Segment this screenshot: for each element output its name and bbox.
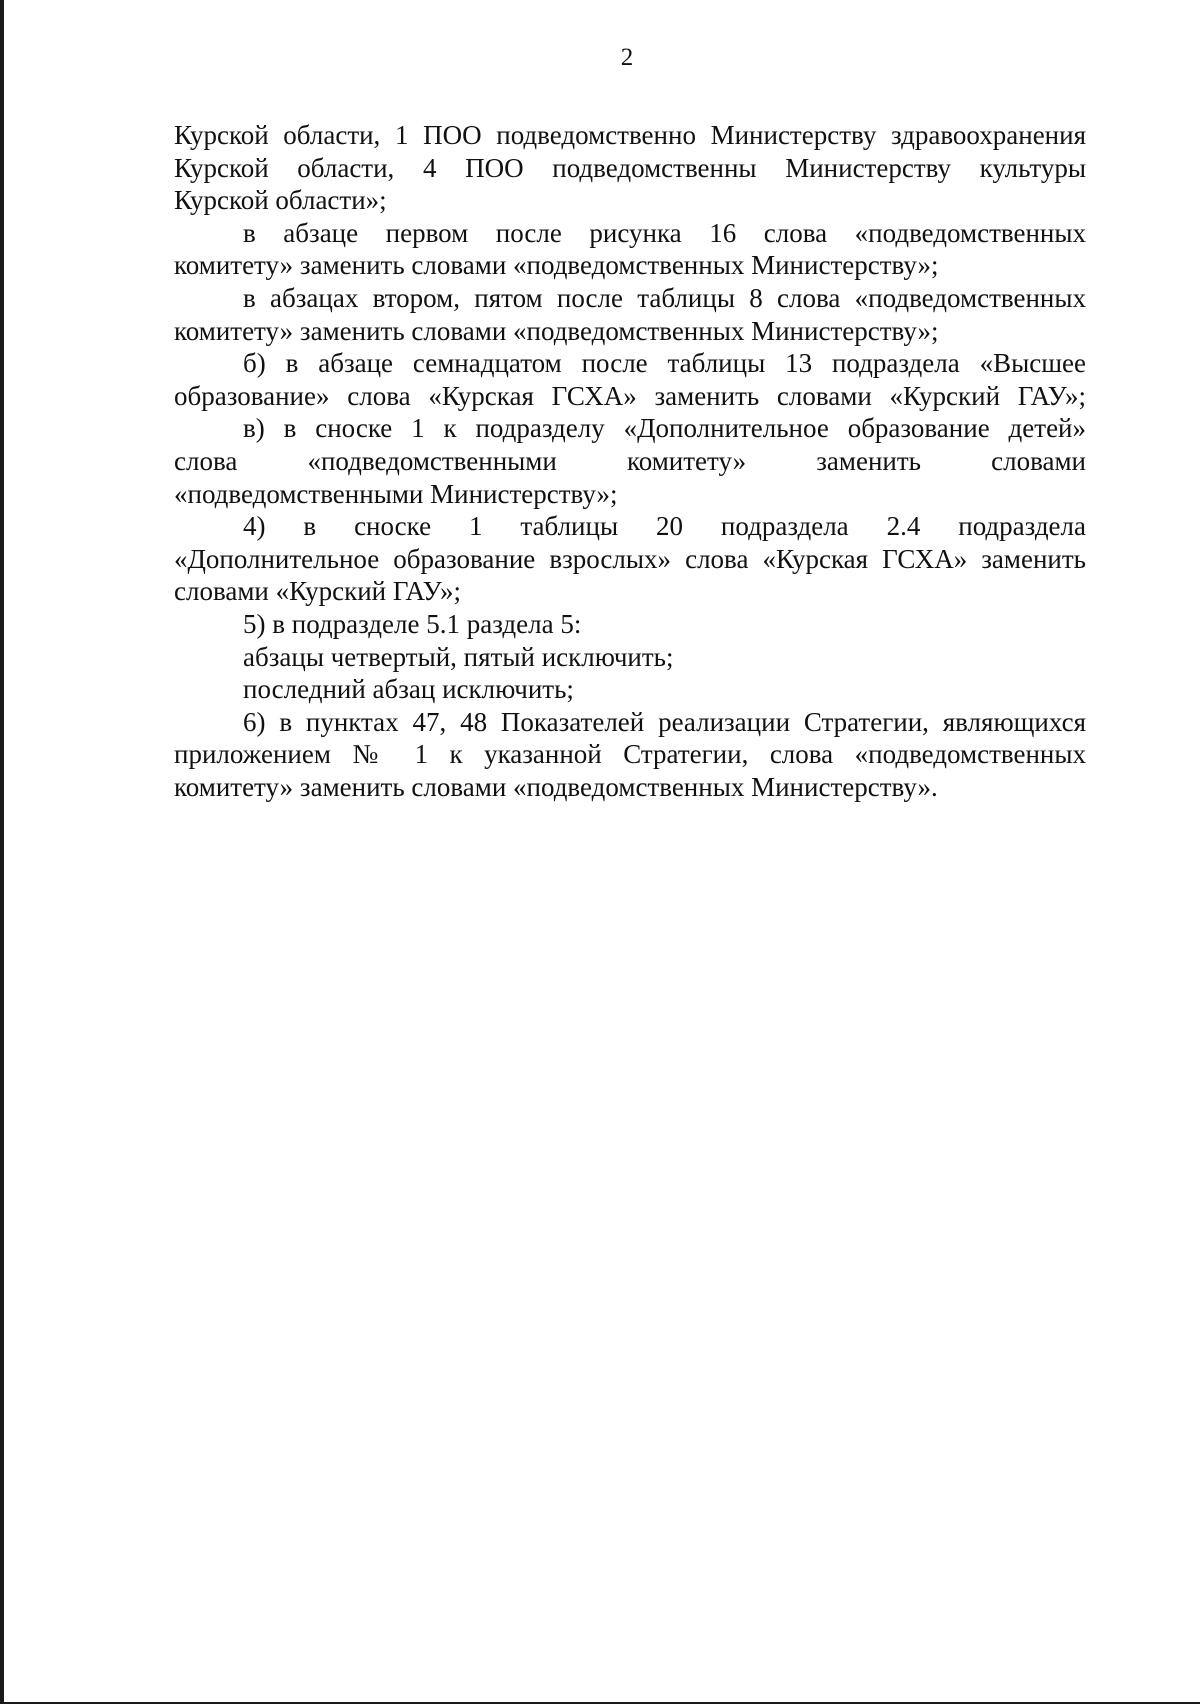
page-number: 2 [620,44,634,71]
text-line: в) в сноске 1 к подразделу «Дополнительное образование детей» [243,413,1086,444]
text-line: комитету» заменить словами «подведомственных Министерству». [174,771,938,802]
text-line: абзацы четвертый, пятый исключить; [243,641,674,672]
document-body [174,119,1086,803]
text-line: 5) в подразделе 5.1 раздела 5: [243,608,582,639]
text-line: комитету» заменить словами «подведомственных Министерству»; [174,250,939,281]
scan-border-left [0,0,4,1704]
text-line: словами «Курский ГАУ»; [174,576,462,607]
text-line: последний абзац исключить; [243,674,574,705]
text-line: приложением № 1 к указанной Стратегии, слова «подведомственных [174,739,1086,770]
text-line: б) в абзаце семнадцатом после таблицы 13 подраздела «Высшее [243,348,1086,379]
text-line: 6) в пунктах 47, 48 Показателей реализации Стратегии, являющихся [243,706,1086,737]
text-line: 4) в сноске 1 таблицы 20 подраздела 2.4 подраздела [243,511,1086,542]
text-line: в абзаце первом после рисунка 16 слова «подведомственных [243,217,1086,248]
text-line: Курской области, 1 ПОО подведомственно Министерству здравоохранения [174,120,1086,150]
text-line: «подведомственными Министерству»; [174,478,618,509]
text-line: образование» слова «Курская ГСХА» заменить словами «Курский ГАУ»; [174,380,1086,411]
text-line: слова «подведомственными комитету» заменить словами [174,445,1086,476]
text-line: комитету» заменить словами «подведомственных Министерству»; [174,315,939,346]
text-line: Курской области»; [174,185,387,216]
text-line: в абзацах втором, пятом после таблицы 8 слова «подведомственных [243,282,1086,313]
text-line: «Дополнительное образование взрослых» слова «Курская ГСХА» заменить [174,543,1086,574]
text-line: Курской области, 4 ПОО подведомственны Министерству культуры [174,152,1086,183]
